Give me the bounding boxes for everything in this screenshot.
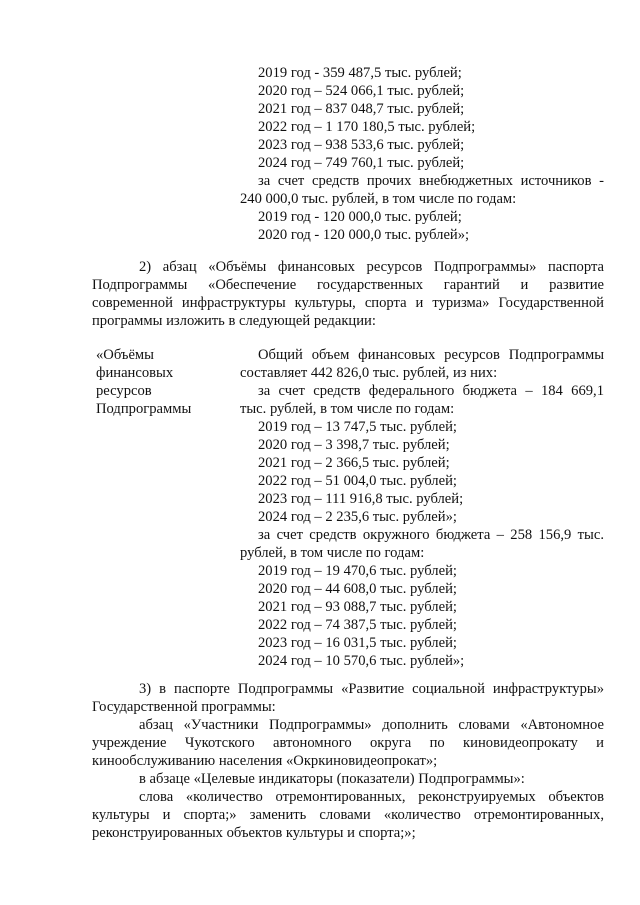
top-year-2024: 2024 год – 749 760,1 тыс. рублей; [258, 155, 465, 171]
top-year-2023: 2023 год – 938 533,6 тыс. рублей; [258, 137, 465, 153]
district-year-2024: 2024 год – 10 570,6 тыс. рублей»; [258, 653, 465, 669]
item2-line2: Подпрограммы «Обеспечение государственных гарантий и развитие [92, 277, 604, 293]
district-year-2023: 2023 год – 16 031,5 тыс. рублей; [258, 635, 457, 651]
table-label-line3: ресурсов [96, 383, 152, 399]
district-year-2021: 2021 год – 93 088,7 тыс. рублей; [258, 599, 457, 615]
federal-year-2020: 2020 год – 3 398,7 тыс. рублей; [258, 437, 450, 453]
district-line1: за счет средств окружного бюджета – 258 156,9 тыс. [258, 527, 604, 543]
indicators-line: в абзаце «Целевые индикаторы (показатели) Подпрограммы»: [139, 771, 525, 787]
total-line2: составляет 442 826,0 тыс. рублей, из них: [240, 365, 498, 381]
federal-line2: тыс. рублей, в том числе по годам: [240, 401, 455, 417]
words-line3: реконструированных объектов культуры и спорта;»; [92, 825, 416, 841]
item3-line2: Государственной программы: [92, 699, 276, 715]
federal-line1: за счет средств федерального бюджета – 184 669,1 [258, 383, 604, 399]
federal-year-2023: 2023 год – 111 916,8 тыс. рублей; [258, 491, 464, 507]
top-year-2019: 2019 год - 359 487,5 тыс. рублей; [258, 65, 462, 81]
district-line2: рублей, в том числе по годам: [240, 545, 425, 561]
table-label-line4: Подпрограммы [96, 401, 192, 417]
federal-year-2019: 2019 год – 13 747,5 тыс. рублей; [258, 419, 457, 435]
district-year-2020: 2020 год – 44 608,0 тыс. рублей; [258, 581, 457, 597]
item2-line4: программы изложить в следующей редакции: [92, 313, 376, 329]
other-year-2019: 2019 год - 120 000,0 тыс. рублей; [258, 209, 462, 225]
total-line1: Общий объем финансовых ресурсов Подпрограммы [258, 347, 604, 363]
participants-line2: учреждение Чукотского автономного округа по киновидеопрокату и [92, 735, 604, 751]
item3-line1: 3) в паспорте Подпрограммы «Развитие социальной инфраструктуры» [139, 681, 604, 697]
words-line1: слова «количество отремонтированных, реконструируемых объектов [139, 789, 604, 805]
federal-year-2021: 2021 год – 2 366,5 тыс. рублей; [258, 455, 450, 471]
other-sources-line2: 240 000,0 тыс. рублей, в том числе по годам: [240, 191, 517, 207]
table-label-line2: финансовых [96, 365, 174, 381]
item2-line3: современной инфраструктуры культуры, спорта и туризма» Государственной [92, 295, 604, 311]
top-year-2020: 2020 год – 524 066,1 тыс. рублей; [258, 83, 465, 99]
item2-line1: 2) абзац «Объёмы финансовых ресурсов Подпрограммы» паспорта [139, 259, 604, 275]
federal-year-2024: 2024 год – 2 235,6 тыс. рублей»; [258, 509, 457, 525]
words-line2: культуры и спорта;» заменить словами «количество отремонтированных, [92, 807, 604, 823]
participants-line1: абзац «Участники Подпрограммы» дополнить словами «Автономное [139, 717, 604, 733]
other-year-2020: 2020 год - 120 000,0 тыс. рублей»; [258, 227, 470, 243]
table-label-line1: «Объёмы [96, 347, 154, 363]
district-year-2022: 2022 год – 74 387,5 тыс. рублей; [258, 617, 457, 633]
federal-year-2022: 2022 год – 51 004,0 тыс. рублей; [258, 473, 457, 489]
top-year-2022: 2022 год – 1 170 180,5 тыс. рублей; [258, 119, 476, 135]
participants-line3: кинообслуживанию населения «Окркиновидеопрокат»; [92, 753, 438, 769]
other-sources-line1: за счет средств прочих внебюджетных источников - [258, 173, 604, 189]
district-year-2019: 2019 год – 19 470,6 тыс. рублей; [258, 563, 457, 579]
top-year-2021: 2021 год – 837 048,7 тыс. рублей; [258, 101, 465, 117]
